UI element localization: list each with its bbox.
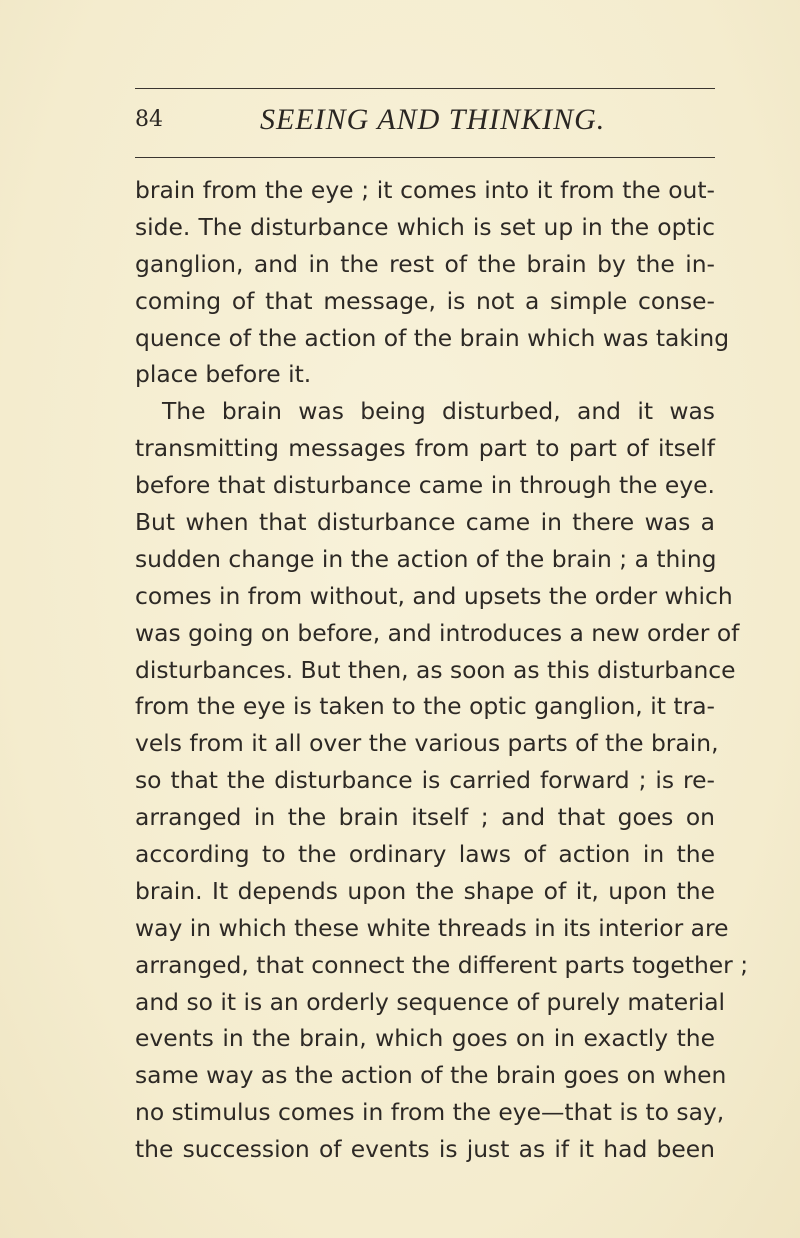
- text-line: according to the ordinary laws of action in the: [135, 840, 715, 869]
- text-line: arranged, that connect the different parts together ;: [135, 950, 749, 979]
- text-line: transmitting messages from part to part of itself: [135, 434, 715, 463]
- text-line: so that the disturbance is carried forward ; is re-: [135, 766, 715, 795]
- text-line: before that disturbance came in through the eye.: [135, 471, 715, 500]
- text-line: and so it is an orderly sequence of purely material: [135, 987, 726, 1016]
- running-title: SEEING AND THINKING.: [260, 103, 606, 136]
- text-line: way in which these white threads in its interior are: [135, 913, 729, 942]
- text-line: brain. It depends upon the shape of it, upon the: [135, 876, 715, 905]
- text-line: disturbances. But then, as soon as this disturbance: [135, 655, 736, 684]
- text-line: But when that disturbance came in there was a: [135, 508, 715, 537]
- text-line: the succession of events is just as if it had been: [135, 1135, 715, 1164]
- text-line: no stimulus comes in from the eye—that is to say,: [135, 1098, 725, 1127]
- page-number: 84: [135, 107, 163, 132]
- running-head: [135, 103, 715, 143]
- header-rule-top: [135, 88, 715, 89]
- text-line: same way as the action of the brain goes on when: [135, 1061, 727, 1090]
- body-text: [135, 172, 749, 1168]
- text-line: from the eye is taken to the optic ganglion, it tra-: [135, 692, 715, 721]
- text-line: comes in from without, and upsets the order which: [135, 581, 733, 610]
- text-line: events in the brain, which goes on in exactly the: [135, 1024, 715, 1053]
- text-line: arranged in the brain itself ; and that goes on: [135, 803, 715, 832]
- text-line: brain from the eye ; it comes into it from the out-: [135, 176, 715, 204]
- text-line: quence of the action of the brain which was taking: [135, 323, 730, 352]
- header-rule-bottom: [135, 157, 715, 158]
- text-line: vels from it all over the various parts of the brain,: [135, 729, 719, 758]
- text-line: place before it.: [135, 360, 312, 389]
- text-line: coming of that message, is not a simple conse-: [135, 286, 715, 315]
- text-line: ganglion, and in the rest of the brain by the in-: [135, 249, 715, 278]
- text-line: sudden change in the action of the brain ; a thing: [135, 544, 717, 573]
- text-line: side. The disturbance which is set up in the optic: [135, 212, 715, 241]
- text-line: was going on before, and introduces a new order of: [135, 618, 740, 647]
- text-line: The brain was being disturbed, and it was: [162, 397, 715, 426]
